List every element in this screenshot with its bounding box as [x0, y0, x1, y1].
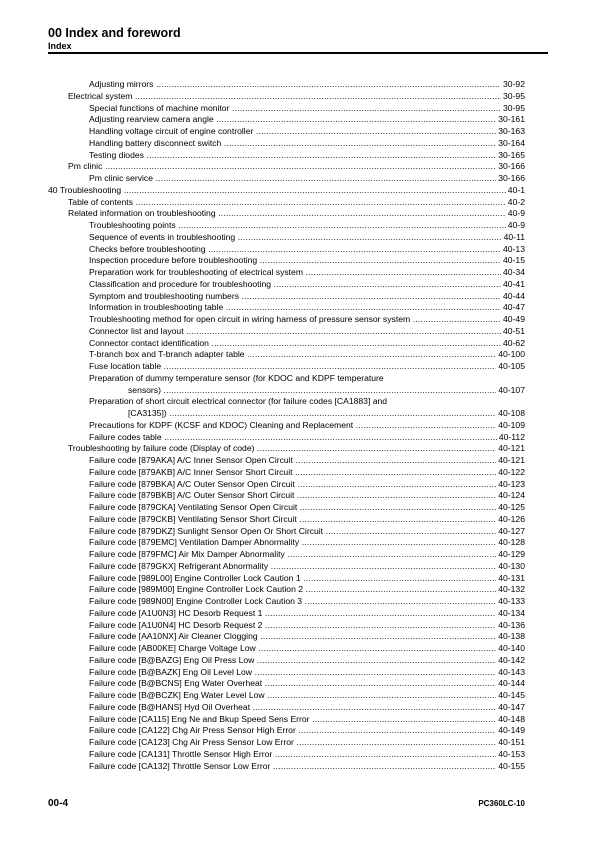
index-entry-page: 40-1 [507, 184, 525, 195]
index-entry[interactable] [0, 302, 596, 314]
index-entry-title: Failure code [B@BAZG] Eng Oil Press Low ..... [89, 655, 525, 667]
index-entry[interactable] [0, 432, 596, 444]
index-entry-page: 40-147 [498, 701, 525, 712]
index-entry[interactable] [0, 255, 596, 267]
index-entry-page: 40-142 [498, 654, 525, 665]
page-header [48, 26, 548, 52]
index-entry[interactable] [0, 267, 596, 279]
index-entry-page: 30-92 [503, 79, 525, 89]
index-entry-page: 40-145 [498, 690, 525, 700]
index-entry-page: 40-155 [498, 760, 525, 771]
index-entry-title: Sequence of events in troubleshooting ..... [89, 232, 525, 244]
index-entry-title: Failure code [989L00] Engine Controller Lock Caution 1 ..... [89, 573, 525, 585]
index-entry[interactable] [0, 690, 596, 702]
index-entry[interactable] [0, 420, 596, 432]
index-entry-title: Preparation of dummy temperature sensor (for KDOC and KDPF temperature [89, 372, 384, 383]
index-entry[interactable] [0, 667, 596, 679]
index-entry[interactable] [0, 103, 596, 115]
index-entry[interactable] [0, 761, 596, 773]
index-entry-title: Failure code [CA123] Chg Air Press Sensor Low Error ..... [89, 737, 525, 749]
index-entry[interactable] [0, 161, 596, 173]
index-entry-page: 40-124 [498, 490, 525, 501]
page-number: 00-4 [48, 798, 69, 809]
index-entry[interactable] [0, 561, 596, 573]
index-entry-title: Failure code [CA131] Throttle Sensor High Error ..... [89, 749, 525, 761]
index-entry-title: Information in troubleshooting table ..... [89, 302, 525, 314]
index-entry-page: 40-100 [498, 349, 525, 360]
index-entry-title: Failure code [989M00] Engine Controller Lock Caution 2 ..... [89, 584, 525, 596]
index-entry-page: 40-121 [498, 443, 525, 454]
index-entry-page: 40-9 [507, 220, 525, 230]
index-entry[interactable] [0, 361, 596, 373]
index-entry[interactable] [0, 79, 596, 91]
index-entry-title: Troubleshooting points ..... [89, 220, 525, 232]
index-entry-title: Failure code [879CKB] Ventilating Sensor Short Circuit ..... [89, 514, 525, 526]
index-entry-page: 40-62 [503, 337, 525, 348]
index-entry-title: Fuse location table ..... [89, 361, 525, 373]
index-entry-title: sensors) ..... [128, 385, 525, 397]
index-entry-page: 40-122 [498, 466, 525, 477]
index-entry-page: 40-133 [498, 596, 525, 606]
index-entry[interactable] [0, 714, 596, 726]
index-entry[interactable] [0, 173, 596, 185]
index-entry-page: 30-161 [498, 114, 525, 125]
index-entry-page: 40-47 [503, 302, 525, 313]
index-entry-page: 30-163 [498, 126, 525, 136]
index-entry-page: 30-95 [503, 90, 525, 101]
index-entry[interactable] [0, 373, 596, 385]
index-entry-page: 40-132 [498, 584, 525, 595]
index-entry-title: Failure code [879AKB] A/C Inner Sensor Short Circuit ..... [89, 467, 525, 479]
index-entry-page: 40-130 [498, 560, 525, 571]
index-entry-title: Precautions for KDPF (KCSF and KDOC) Cleaning and Replacement ..... [89, 420, 525, 432]
index-entry-title: Failure code [B@BAZK] Eng Oil Level Low ..... [89, 667, 525, 679]
index-entry-page: 40-44 [503, 290, 525, 301]
index-entry[interactable] [0, 455, 596, 467]
index-entry-page: 40-108 [498, 408, 525, 418]
index-entry-page: 40-125 [498, 502, 525, 512]
index-entry-page: 40-13 [503, 243, 525, 254]
index-entry[interactable] [0, 737, 596, 749]
index-entry-title: Failure code [989N00] Engine Controller Lock Caution 3 ..... [89, 596, 525, 608]
index-entry-title: Failure code [879FMC] Air Mix Damper Abnormality ..... [89, 549, 525, 561]
index-entry-title: Failure code [CA132] Throttle Sensor Low Error ..... [89, 761, 525, 773]
index-entry[interactable] [0, 620, 596, 632]
index-entry-page: 40-9 [507, 208, 525, 219]
index-entry[interactable] [0, 584, 596, 596]
index-entry[interactable] [0, 338, 596, 350]
index-entry-title: Failure code [A1U0N4] HC Desorb Request 2 ..... [89, 620, 525, 632]
index-entry-page: 30-95 [503, 102, 525, 113]
index-entry-page: 40-138 [498, 631, 525, 642]
index-entry-page: 40-153 [498, 748, 525, 759]
index-entry[interactable] [0, 220, 596, 232]
index-entry-title: Failure code [B@BCZK] Eng Water Level Low ..... [89, 690, 525, 702]
index-entry[interactable] [0, 244, 596, 256]
index-entry-page: 40-51 [503, 325, 525, 336]
index-entry-page: 40-107 [498, 384, 525, 395]
index-list [0, 79, 596, 772]
index-entry[interactable] [0, 197, 596, 209]
index-entry[interactable] [0, 396, 596, 408]
index-entry-title: Failure code [879DKZ] Sunlight Sensor Open Or Short Circuit ..... [89, 526, 525, 538]
index-entry-title: Adjusting rearview camera angle ..... [89, 114, 525, 126]
index-entry-page: 40-128 [498, 537, 525, 548]
index-entry-title: Handling battery disconnect switch ..... [89, 138, 525, 150]
index-entry[interactable] [0, 138, 596, 150]
index-entry-page: 40-49 [503, 314, 525, 324]
index-entry-title: [CA3135]) ..... [128, 408, 525, 420]
index-entry[interactable] [0, 291, 596, 303]
index-entry-page: 40-11 [503, 231, 525, 242]
index-entry-title: Failure code [879BKA] A/C Outer Sensor Open Circuit ..... [89, 479, 525, 491]
index-entry[interactable] [0, 526, 596, 538]
index-entry[interactable] [0, 126, 596, 138]
index-entry[interactable] [0, 91, 596, 103]
index-entry-page: 40-148 [498, 713, 525, 724]
index-entry[interactable] [0, 408, 596, 420]
index-entry-title: T-branch box and T-branch adapter table ..... [89, 349, 525, 361]
index-entry[interactable] [0, 385, 596, 397]
index-entry-page: 40-105 [498, 361, 525, 371]
index-entry-page: 30-164 [498, 137, 525, 148]
index-entry[interactable] [0, 443, 596, 455]
index-entry[interactable] [0, 326, 596, 338]
index-entry[interactable] [0, 114, 596, 126]
index-entry[interactable] [0, 549, 596, 561]
index-entry[interactable] [0, 678, 596, 690]
index-entry[interactable] [0, 314, 596, 326]
index-entry-page: 40-151 [498, 737, 525, 747]
index-entry[interactable] [0, 208, 596, 220]
index-entry[interactable] [0, 467, 596, 479]
index-entry-page: 40-134 [498, 607, 525, 618]
index-entry-page: 40-112 [498, 431, 525, 442]
index-entry-title: Inspection procedure before troubleshooting ..... [89, 255, 525, 267]
index-entry-title: Failure code [879EMC] Ventilation Damper Abnormality ..... [89, 537, 525, 549]
model-name: PC360LC-10 [478, 799, 525, 808]
index-entry[interactable] [0, 749, 596, 761]
index-entry-title: Failure codes table ..... [89, 432, 525, 444]
index-entry-page: 40-143 [498, 666, 525, 677]
index-entry-page: 30-165 [498, 149, 525, 160]
index-entry[interactable] [0, 232, 596, 244]
index-entry-title: Handling voltage circuit of engine controller ..... [89, 126, 525, 138]
index-entry-page: 40-123 [498, 478, 525, 489]
index-entry-title: Failure code [879CKA] Ventilating Sensor Open Circuit ..... [89, 502, 525, 514]
index-entry[interactable] [0, 702, 596, 714]
index-entry[interactable] [0, 349, 596, 361]
index-entry-title: Preparation work for troubleshooting of electrical system ..... [89, 267, 525, 279]
index-entry-title: Troubleshooting by failure code (Display of code) ..... [68, 443, 525, 455]
index-entry[interactable] [0, 185, 596, 197]
index-entry-title: Table of contents ..... [68, 197, 525, 209]
index-entry-title: Symptom and troubleshooting numbers ..... [89, 291, 525, 303]
index-entry[interactable] [0, 502, 596, 514]
index-entry-title: Troubleshooting method for open circuit in wiring harness of pressure sensor system ..... [89, 314, 525, 326]
index-entry[interactable] [0, 725, 596, 737]
index-entry-page: 40-41 [503, 278, 525, 289]
index-entry-title: 40 Troubleshooting ..... [48, 185, 525, 197]
index-entry-page: 40-149 [498, 725, 525, 736]
index-entry-page: 30-166 [498, 161, 525, 172]
index-entry-title: Failure code [879BKB] A/C Outer Sensor Short Circuit ..... [89, 490, 525, 502]
index-entry-title: Failure code [CA122] Chg Air Press Sensor High Error ..... [89, 725, 525, 737]
index-entry-title: Related information on troubleshooting ..... [68, 208, 525, 220]
index-entry-title: Pm clinic service ..... [89, 173, 525, 185]
index-entry[interactable] [0, 643, 596, 655]
index-entry[interactable] [0, 490, 596, 502]
index-entry-title: Testing diodes ..... [89, 150, 525, 162]
index-entry-page: 40-144 [498, 678, 525, 689]
index-entry-page: 40-126 [498, 513, 525, 524]
index-entry[interactable] [0, 631, 596, 643]
index-entry-title: Failure code [879GKX] Refrigerant Abnormality ..... [89, 561, 525, 573]
section-subtitle: Index [48, 41, 72, 51]
index-entry-title: Failure code [AA10NX] Air Cleaner Clogging ..... [89, 631, 525, 643]
index-entry-title: Connector contact identification ..... [89, 338, 525, 350]
index-entry-title: Preparation of short circuit electrical connector (for failure codes [CA1883] and [89, 396, 388, 407]
index-entry-title: Failure code [AB00KE] Charge Voltage Low ..... [89, 643, 525, 655]
index-entry[interactable] [0, 537, 596, 549]
index-entry[interactable] [0, 514, 596, 526]
index-entry-title: Failure code [B@BCNS] Eng Water Overheat ..... [89, 678, 525, 690]
index-entry-title: Failure code [B@HANS] Hyd Oil Overheat ..... [89, 702, 525, 714]
index-entry-page: 40-127 [498, 525, 525, 536]
index-entry[interactable] [0, 573, 596, 585]
index-entry-page: 40-140 [498, 643, 525, 653]
index-entry-title: Failure code [CA115] Eng Ne and Bkup Speed Sens Error ..... [89, 714, 525, 726]
index-entry-title: Connector list and layout ..... [89, 326, 525, 338]
index-entry-title: Special functions of machine monitor ..... [89, 103, 525, 115]
index-entry[interactable] [0, 479, 596, 491]
index-entry-page: 40-129 [498, 549, 525, 559]
index-entry-title: Checks before troubleshooting ..... [89, 244, 525, 256]
index-entry[interactable] [0, 608, 596, 620]
header-rule [48, 52, 548, 54]
index-entry-title: Failure code [A1U0N3] HC Desorb Request 1 ..... [89, 608, 525, 620]
index-entry-page: 40-131 [498, 572, 525, 583]
index-entry-title: Classification and procedure for troubleshooting ..... [89, 279, 525, 291]
index-entry-page: 40-2 [507, 196, 525, 207]
index-entry-page: 40-15 [503, 255, 525, 266]
index-entry-title: Adjusting mirrors ..... [89, 79, 525, 91]
section-title: 00 Index and foreword [48, 26, 181, 40]
index-entry-title: Electrical system ..... [68, 91, 525, 103]
index-entry-title: Pm clinic ..... [68, 161, 525, 173]
index-entry-title: Failure code [879AKA] A/C Inner Sensor Open Circuit ..... [89, 455, 525, 467]
index-entry-page: 40-109 [498, 419, 525, 430]
index-entry[interactable] [0, 596, 596, 608]
index-entry[interactable] [0, 655, 596, 667]
index-entry-page: 40-136 [498, 619, 525, 630]
index-entry-page: 40-121 [498, 455, 525, 465]
index-entry-page: 30-166 [498, 173, 525, 183]
index-entry[interactable] [0, 279, 596, 291]
index-entry[interactable] [0, 150, 596, 162]
index-entry-page: 40-34 [503, 267, 525, 277]
